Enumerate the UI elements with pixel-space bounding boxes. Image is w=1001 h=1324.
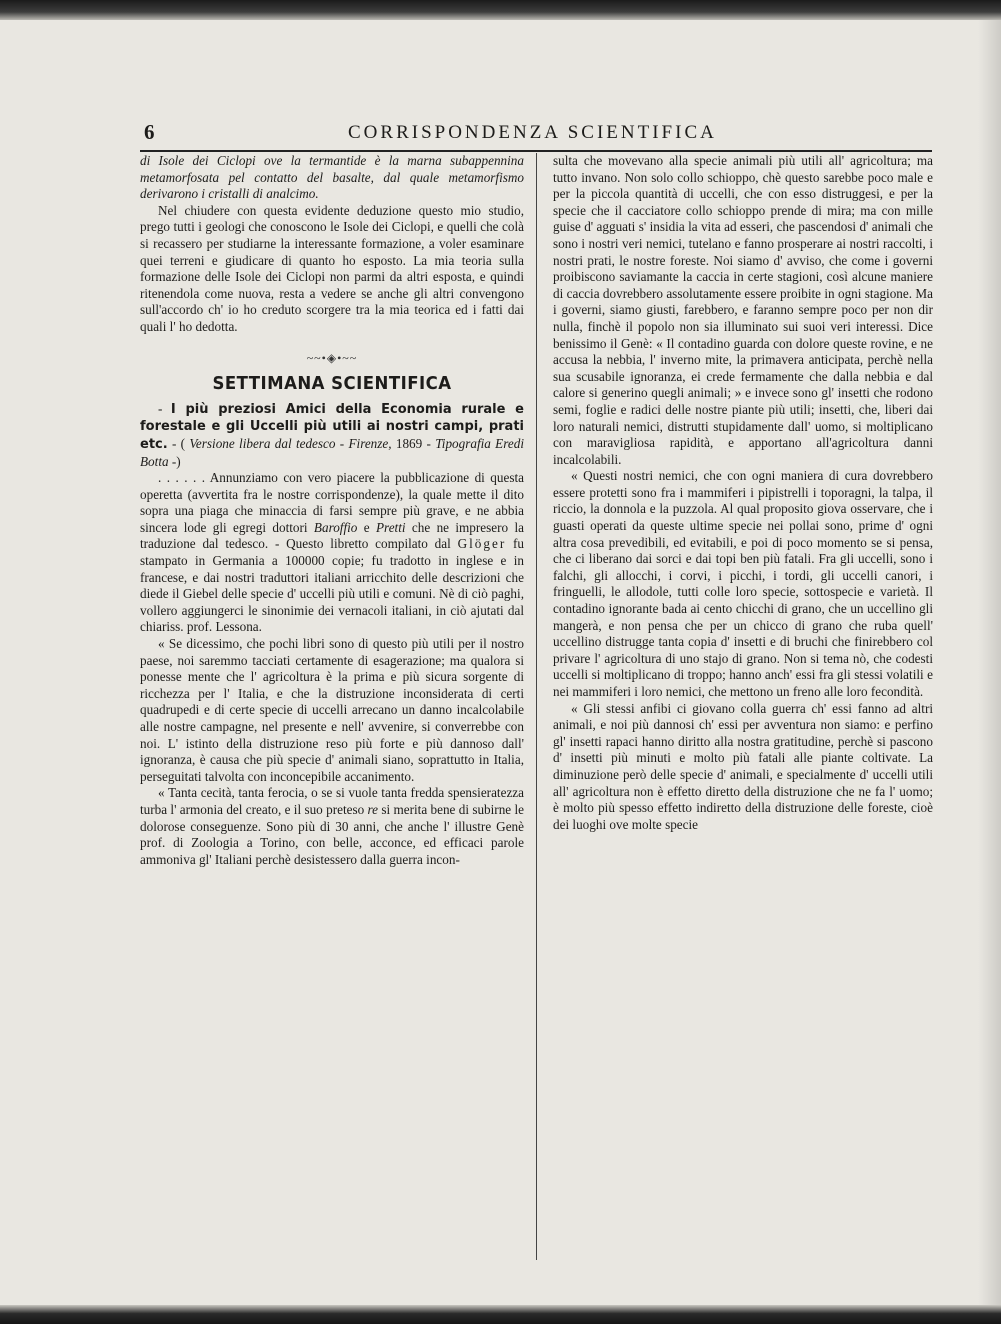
scan-right-shadow	[978, 20, 1001, 1305]
citation-close: -)	[168, 453, 181, 469]
word-re: re	[367, 801, 379, 817]
citation-sep: -	[335, 435, 349, 451]
citation-version: Versione libera dal tedesco	[189, 435, 336, 451]
running-head: CORRISPONDENZA SCIENTIFICA	[348, 122, 717, 143]
entry-title: I più preziosi Amici della Economia rurale e forestale e gli Uccelli più utili ai nostri campi, prati etc.	[140, 401, 524, 452]
citation-publisher: Tipografia Eredi Botta	[140, 435, 524, 469]
citation-open: - (	[167, 435, 190, 451]
scan-top-edge	[0, 0, 1001, 20]
ellipsis-dots: . . . . . .	[158, 470, 210, 486]
review-paragraph-2: « Se dicessimo, che pochi libri sono di questo più utili per il nostro paese, noi saremmo tacciati certamente di esagerazione; ma qualora si ponesse mente che l' agricoltura è la prima e più sicura sorgente di ricchezza per l' Italia, e che la distruzione inconsiderata di certi quadrupedi e di certe specie di uccelli arrecano un danno incalcolabile alle nostre campagne, nel presente e nell' avvenire, si converrebbe con noi. L' istinto della distruzione reso più forte e più dannoso dall' ignoranza, è causa che più specie d' animali siano, soprattutto in Italia, perseguitati talvolta con inconcepibile accanimento.	[140, 636, 524, 784]
header-rule	[140, 150, 932, 152]
page-number: 6	[144, 120, 155, 144]
left-column	[140, 153, 524, 868]
citation-city: Firenze,	[348, 435, 392, 451]
review-paragraph-3	[140, 785, 524, 868]
name-pretti: Pretti	[376, 519, 406, 535]
review-paragraph-1	[140, 470, 524, 636]
name-baroffio: Baroffio	[313, 519, 358, 535]
name-gloger: Glöger	[457, 536, 507, 552]
review-text-b: e	[357, 519, 376, 535]
enemies-paragraph: « Questi nostri nemici, che con ogni maniera di cura dovrebbero essere protetti sono fra i mammiferi i pipistrelli i toporagni, la talpa, il riccio, la donnola e la puzzola. Al qual proposito giova osservare, che i guasti operati da queste ultime specie nei pollai sono, prime d' ogni altra cosa prevedibili, ed evitabili, e poi di poco momento se si pensa, che ci liberano dai sorci e dai topi ben più fatali. Fra gli uccelli, sono i falchi, gli allocchi, i corvi, i picchi, i tordi, gli uccelli canori, i fringuelli, le allodole, tutti colle loro specie, sottospecie e varietà. Il contadino ignorante bada ai cento chicchi di grano, che un uccellino gli mangerà, e non pensa che per un chicco di grano che ruba quell' uccellino distrugge tanta copia d' insetti e di bruchi che finirebbero col privare l' agricoltura di uno stajo di grano. Non si tema nò, che codesti uccelli si moltiplicano di troppo; hanno anch' essi fra gli stessi volatili e nei mammiferi i loro nemici, che mettono un freno alle loro fecondità.	[553, 468, 933, 699]
section-title: SETTIMANA SCIENTIFICA	[212, 373, 452, 395]
scan-bottom-edge	[0, 1305, 1001, 1324]
review-text-e: « Tanta cecità, tanta ferocia, o se si vuole tanta fredda spensieratezza turba l' armonia del creato, e il suo preteso	[140, 785, 524, 817]
amphibians-paragraph: « Gli stessi anfibi ci giovano colla guerra ch' essi fanno ad altri animali, e noi più dannosi ch' essi per avventura non siamo: e perfino gl' insetti rapaci hanno diritto alla nostra gratitudine, perchè si pascono d' insetti più minuti e molto più fatali alle piante coltivate. La diminuzione però delle specie d' animali, e specialmente d' uccelli utili all' agricoltura non è effetto diretto della distruzione che ne fa l' uomo; è molto più spesso effetto indiretto della distruzione delle foreste, cioè dei luoghi ove molte specie	[553, 700, 933, 832]
review-text-d: fu stampato in Germania a 100000 copie; fu tradotto in inglese e in francese, e dai nostri traduttori italiani arricchito delle descrizioni che diede il Giebel delle specie d' uccelli più utili e comuni. Nè di ciò paghi, vollero aggiungerci le sinonimie dei vernacoli italiani, in ciò ajutati dal chiariss. prof. Lessona.	[140, 536, 524, 635]
review-text-a: Annunziamo con vero piacere la pubblicazione di questa operetta (avvertita fra le nostre corrispondenze), la quale mette il dito sopra una piaga che minaccia di farsi sempre più grave, e ne abbia sincera lode gli egregi dottori	[140, 470, 524, 535]
review-text-f: si merita bene di subirne le dolorose conseguenze. Sono più di 30 anni, che anche l' illustre Genè prof. di Zoologia a Torino, con belle, acconce, ed efficaci parole ammoniva gl' Italiani perchè desistessero dalla guerra incon-	[140, 801, 524, 867]
entry-dash: -	[158, 400, 171, 416]
column-divider	[536, 153, 537, 1260]
closing-paragraph: Nel chiudere con questa evidente deduzione questo mio studio, prego tutti i geologi che conoscono le Isole dei Ciclopi, e quelli che colà si recassero per studiarne la interessante formazione, a voler esaminare quei terreni e giudicare di quanto ho esposto. La mia teoria sulla formazione delle Isole dei Ciclopi non parmi da altri esposta, e quindi ritenendola come nuova, resta a vedere se anche gli altri convengono sull'accordo ch' io ho creduto scorgere tra la mia teorica ed i fatti dai quali l' ho dedotta.	[140, 202, 524, 334]
review-text-c: che ne impresero la traduzione dal tedesco. - Questo libretto compilato dal	[140, 519, 525, 552]
ornament-divider: ~~•◈•~~	[306, 350, 358, 365]
right-column	[553, 153, 933, 833]
page-header	[140, 120, 930, 150]
intro-italic-paragraph: di Isole dei Ciclopi ove la termantide è la marna subappennina metamorfosata pel contatto del basalte, dal quale metamorfismo derivarono i cristalli di analcimo.	[140, 153, 524, 202]
book-entry-heading	[140, 401, 524, 470]
citation-year: 1869 -	[391, 435, 436, 451]
continuation-paragraph: sulta che movevano alla specie animali più utili all' agricoltura; ma tutto invano. Non solo collo schioppo, chè questo sarebbe poco male e per la piccola quantità di uccelli, che con esso distruggesi, e per la specie che il cacciatore collo schioppo prende di mira; ma con mille guise d' agguati s' insidia la vita ad esseri, che pascendosi d' animali che sono i nostri veri nemici, tutelano e fanno prosperare ai nostri raccolti, i nostri prati, le nostre foreste. Noi siamo d' avviso, che come i governi proibiscono saviamante la caccia in certe stagioni, così alcune maniere di caccia dovrebbero assolutamente essere proibite in ogni stagione. Ma i governi, siamo giusti, farebbero, e faranno sempre poco per non dir nulla, finchè il popolo non sia illuminato sui suoi veri interessi. Dice benissimo il Genè: « Il contadino guarda con dolore queste rovine, e ne accusa la nebbia, l' inverno mite, la primavera anticipata, perchè nella sua scusabile ignoranza, ei crede fermamente che dalla nebbia e dal calore si generino quegli animali; » e invece sono gl' insetti che rodono semi, foglie e radici delle nostre piante più utili; insetti, che, liberi dai loro naturali nemici, distrutti stupidamente dall' uomo, si moltiplicano con maravigliosa rapidità, e apportano all'agricoltura danni incalcolabili.	[553, 153, 933, 467]
